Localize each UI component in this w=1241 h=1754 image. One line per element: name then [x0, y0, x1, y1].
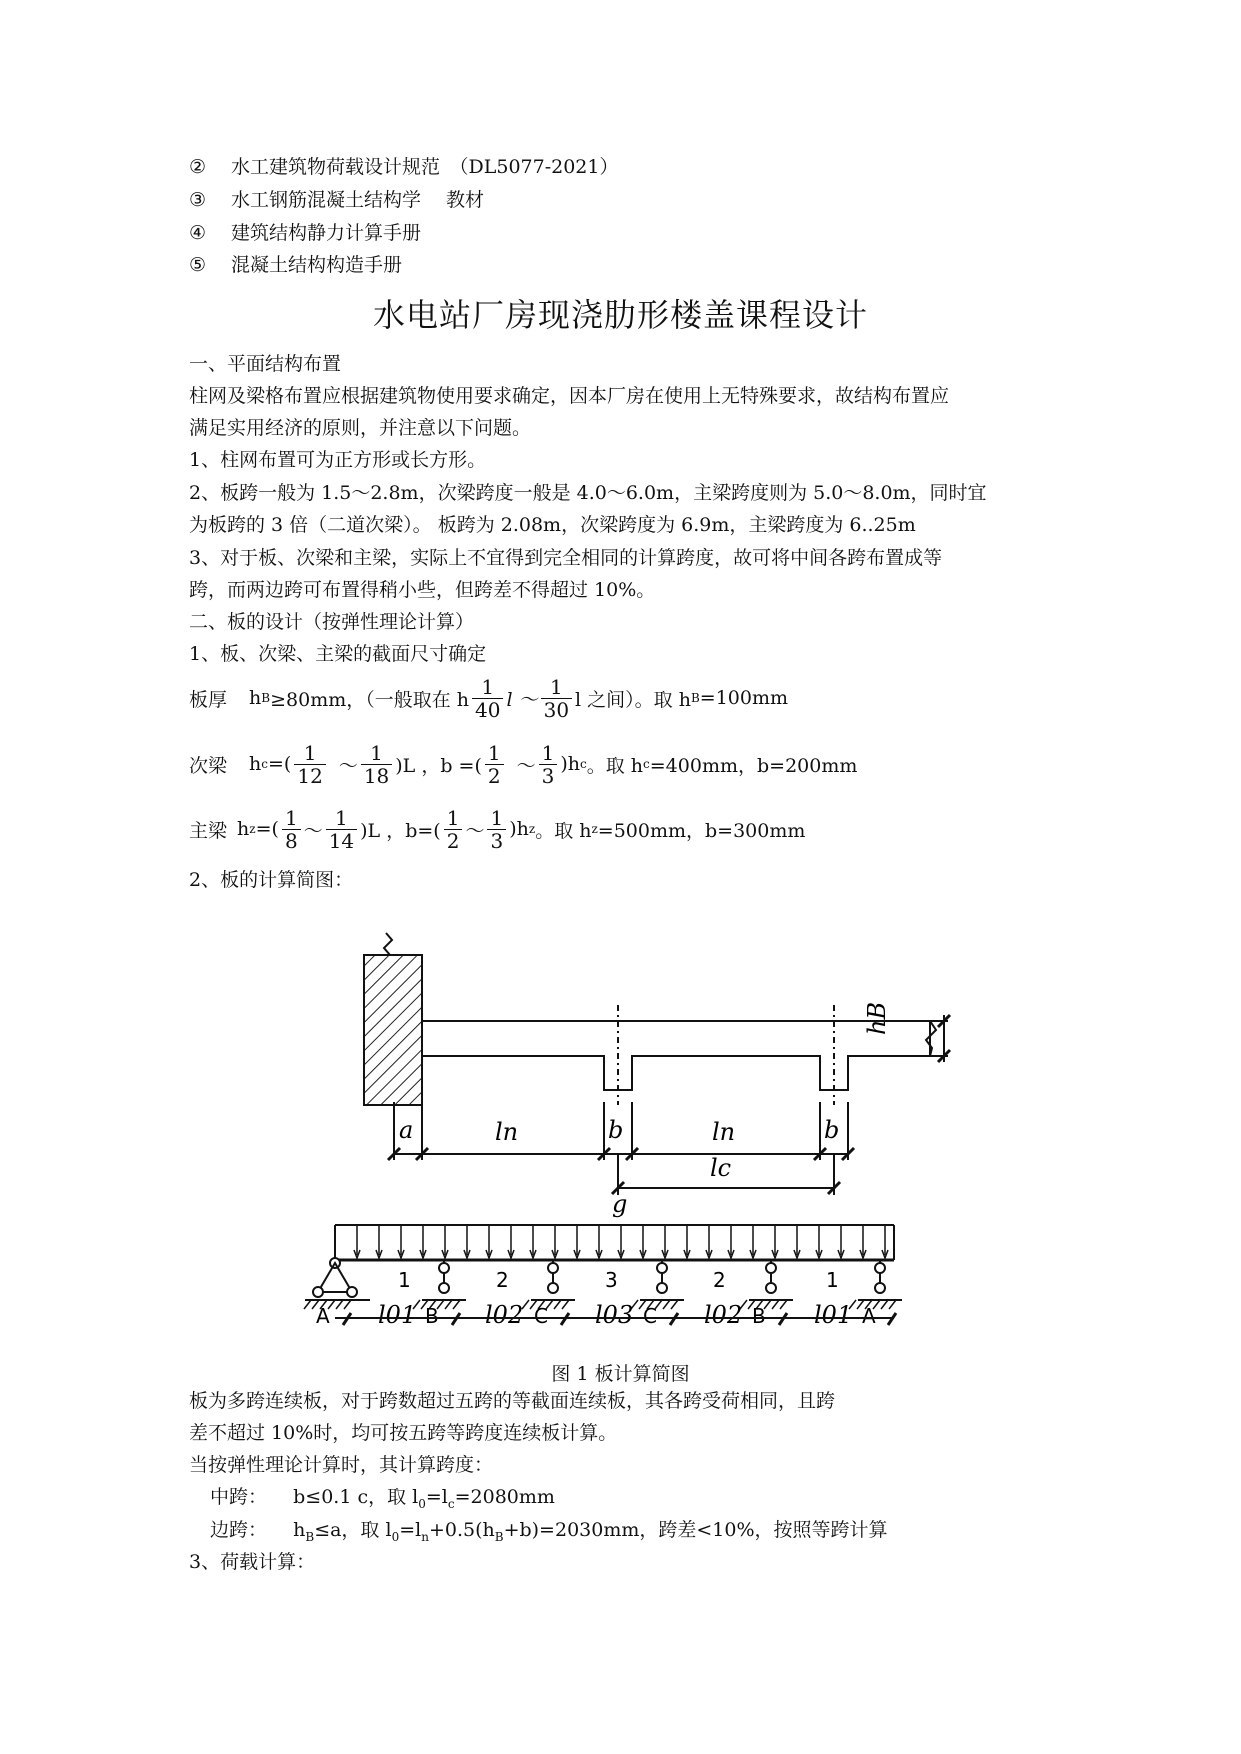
list-item: 为板跨的 3 倍（二道次梁）。 板跨为 2.08m，次梁跨度为 6.9m，主梁跨度为 6..25m [189, 514, 916, 536]
formula-text: ≤a，取 l [314, 1519, 392, 1541]
denominator: 30 [543, 697, 570, 722]
dim-label-lc: lc [710, 1154, 732, 1182]
section-heading: 一、平面结构布置 [189, 353, 342, 375]
denominator: 12 [297, 763, 323, 788]
formula-text: =100mm [699, 687, 788, 709]
numerator: 1 [361, 742, 392, 765]
support-label: C [643, 1304, 657, 1328]
formula-subscript: c [261, 757, 268, 771]
formula-text: =( [255, 818, 279, 840]
formula-symbol: h [237, 818, 250, 840]
support-label: A [862, 1304, 876, 1328]
reference-text: 混凝土结构构造手册 [231, 254, 403, 276]
formula-label: 板厚 [189, 688, 228, 711]
formula-subscript: c [447, 1496, 455, 1511]
formula-text: )L ，b=( [360, 819, 441, 842]
dim-label-ln: ln [495, 1118, 519, 1146]
formula-text: ≥80mm，（一般取在 h [270, 688, 470, 711]
ground-hatch-line [445, 1300, 452, 1309]
denominator: 40 [475, 697, 501, 722]
formula-text: ～ [303, 819, 323, 842]
formula-text: +0.5(h [428, 1519, 495, 1541]
list-item: 3、对于板、次梁和主梁，实际上不宜得到完全相同的计算跨度，故可将中间各跨布置成等 [189, 547, 943, 569]
numerator: 1 [326, 807, 357, 830]
reference-number: ⑤ [189, 254, 207, 276]
reference-number: ③ [189, 189, 207, 211]
list-item: 1、板、次梁、主梁的截面尺寸确定 [189, 643, 487, 665]
list-item: 2、板跨一般为 1.5～2.8m，次梁跨度一般是 4.0～6.0m，主梁跨度则为 5.0～8.0m，同时宜 [189, 482, 987, 504]
support-hinge [875, 1283, 885, 1293]
denominator: 2 [446, 828, 460, 853]
support-label: B [425, 1304, 439, 1328]
span-number: 1 [826, 1268, 839, 1292]
span-length-label: l01 [814, 1301, 853, 1329]
span-length-label: l03 [595, 1301, 634, 1329]
break-mark [384, 933, 392, 955]
list-item: 1、柱网布置可为正方形或长方形。 [189, 449, 487, 471]
ground-hatch-line [304, 1300, 311, 1309]
span-number: 2 [496, 1268, 509, 1292]
span-length-label: l02 [704, 1301, 743, 1329]
dim-label-b: b [608, 1116, 624, 1144]
dim-label-hB: hB [863, 1001, 891, 1035]
formula-text: +b)=2030mm，跨差<10%，按照等跨计算 [503, 1519, 888, 1541]
support-hinge [439, 1263, 449, 1273]
list-item: 跨，而两边跨可布置得稍小些，但跨差不得超过 10%。 [189, 579, 656, 601]
support-label: C [534, 1304, 548, 1328]
ground-hatch-line [772, 1300, 779, 1309]
support-hinge [439, 1283, 449, 1293]
reference-text: 水工建筑物荷载设计规范 （DL5077-2021） [231, 156, 619, 178]
ground-hatch-line [663, 1300, 670, 1309]
reference-number: ④ [189, 222, 207, 244]
span-length-label: l02 [485, 1301, 524, 1329]
support-hinge [875, 1263, 885, 1273]
numerator: 1 [444, 807, 463, 830]
formula-subscript: B [494, 1529, 504, 1544]
formula-text: =500mm，b=300mm [597, 819, 806, 842]
paragraph-line: 板为多跨连续板，对于跨数超过五跨的等截面连续板，其各跨受荷相同，且跨 [189, 1390, 836, 1412]
paragraph-line: 柱网及梁格布置应根据建筑物使用要求确定，因本厂房在使用上无特殊要求，故结构布置应 [189, 385, 950, 407]
support-label: B [752, 1304, 766, 1328]
formula-subscript: B [261, 691, 271, 705]
support-hinge [548, 1263, 558, 1273]
numerator: 1 [294, 742, 325, 765]
ground-hatch-line [881, 1300, 888, 1309]
formula-subscript: n [421, 1529, 429, 1544]
span-length-label: l01 [378, 1301, 417, 1329]
formula-text: =( [268, 753, 292, 775]
ground-hatch-line [336, 1300, 343, 1309]
list-item: 2、板的计算简图： [189, 869, 354, 891]
ground-hatch-line [780, 1300, 787, 1309]
formula-subscript: z [528, 822, 536, 836]
formula-text: ～ [338, 754, 358, 777]
formula-label: 次梁 [189, 754, 228, 777]
span-number: 3 [605, 1268, 618, 1292]
formula-subscript: B [305, 1529, 315, 1544]
formula-symbol: h [249, 753, 262, 775]
slab-section-drawing [364, 933, 948, 1195]
paragraph-line: 差不超过 10%时，均可按五跨等跨度连续板计算。 [189, 1422, 618, 1444]
denominator: 2 [487, 763, 501, 788]
dim-label-b: b [824, 1116, 840, 1144]
slab-outline [422, 1021, 930, 1090]
formula-text: )L ，b =( [395, 754, 482, 777]
reference-text: 水工钢筋混凝土结构学 教材 [231, 189, 485, 211]
list-item: 3、荷载计算： [189, 1551, 316, 1573]
dim-label-a: a [399, 1116, 414, 1144]
formula-symbol: h [249, 687, 262, 709]
formula-text: =l [399, 1519, 422, 1541]
support-hinge [766, 1283, 776, 1293]
formula-text: =l [425, 1486, 448, 1508]
load-arrows [354, 1225, 888, 1258]
wall-hatch [364, 955, 422, 1105]
side-span-label: 边跨： [210, 1519, 268, 1541]
formula-text: =400mm，b=200mm [649, 754, 858, 777]
ground-hatch-line [554, 1300, 561, 1309]
formula-text: l ～ [506, 688, 538, 711]
numerator: 1 [282, 807, 301, 830]
formula-text: )h [560, 753, 581, 775]
support-hinge [657, 1283, 667, 1293]
denominator: 3 [541, 763, 555, 788]
formula-text: 。取 h [586, 754, 644, 777]
ground-hatch-line [671, 1300, 678, 1309]
denominator: 3 [490, 828, 504, 853]
dim-label-ln: ln [712, 1118, 736, 1146]
formula-symbol: h [293, 1519, 306, 1541]
span-number: 1 [398, 1268, 411, 1292]
numerator: 1 [472, 676, 503, 699]
formula-subscript: B [690, 691, 700, 705]
formula-subscript: 0 [391, 1529, 400, 1544]
mid-span-line [210, 1485, 555, 1516]
reference-number: ② [189, 156, 207, 178]
formula-subscript: c [643, 757, 650, 771]
formula-text: ～ [465, 819, 485, 842]
formula-subscript: z [249, 822, 256, 836]
denominator: 18 [363, 763, 390, 788]
ground-hatch-line [562, 1300, 569, 1309]
ground-hatch-line [453, 1300, 460, 1309]
denominator: 14 [328, 828, 355, 853]
paragraph-line: 当按弹性理论计算时，其计算跨度： [189, 1454, 494, 1476]
figure-caption: 图 1 板计算简图 [551, 1363, 690, 1385]
support-hinge [548, 1283, 558, 1293]
formula-subscript: 0 [418, 1496, 426, 1511]
formula-label: 主梁 [189, 819, 228, 842]
ground-hatch-line [889, 1300, 896, 1309]
span-number: 2 [713, 1268, 726, 1292]
document-title: 水电站厂房现浇肋形楼盖课程设计 [372, 296, 868, 334]
load-label: g [612, 1190, 628, 1218]
denominator: 8 [284, 828, 298, 853]
numerator: 1 [487, 807, 506, 830]
formula-text: b≤0.1 c，取 l [293, 1486, 419, 1508]
reference-text: 建筑结构静力计算手册 [231, 222, 422, 244]
formula-text: =2080mm [454, 1486, 555, 1508]
support-hinge [657, 1263, 667, 1273]
formula-text: 。取 h [535, 819, 592, 842]
section-heading: 二、板的设计（按弹性理论计算） [189, 611, 475, 633]
formula-text: l 之间）。取 h [575, 688, 691, 711]
formula-text: ～ [516, 754, 536, 777]
formula-text: )h [509, 818, 529, 840]
support-label: A [316, 1304, 330, 1328]
formula-subscript: c [580, 757, 587, 771]
numerator: 1 [539, 742, 558, 765]
support-hinge [766, 1263, 776, 1273]
numerator: 1 [485, 742, 504, 765]
numerator: 1 [541, 676, 572, 699]
side-span-line [210, 1518, 888, 1549]
ground-hatch-line [344, 1300, 351, 1309]
mid-span-label: 中跨： [210, 1486, 268, 1508]
paragraph-line: 满足实用经济的原则，并注意以下问题。 [189, 417, 532, 439]
dim-ticks [388, 1015, 950, 1194]
formula-subscript: z [591, 822, 598, 836]
